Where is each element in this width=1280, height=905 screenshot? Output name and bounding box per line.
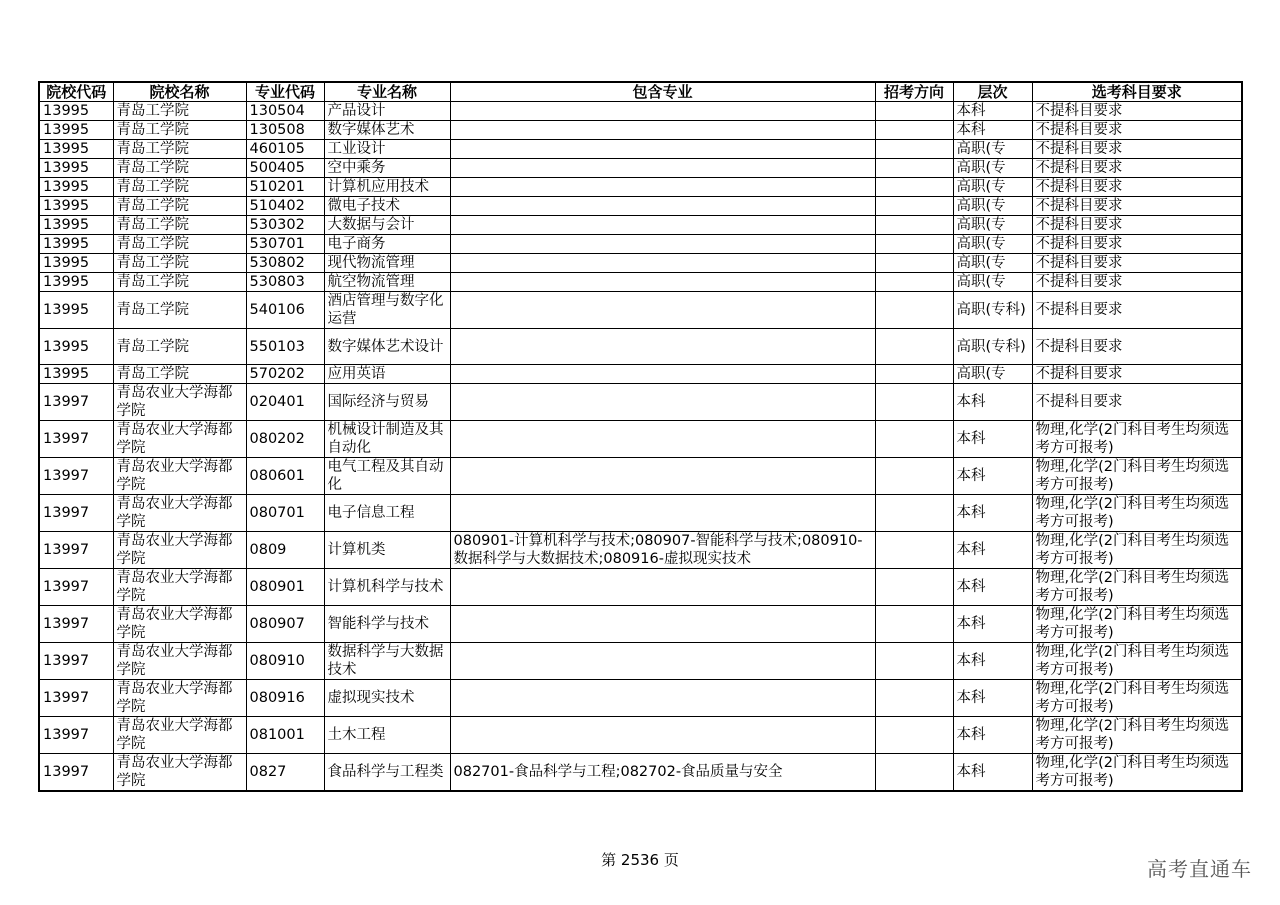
cell-included-majors <box>450 365 875 384</box>
cell-subject-requirement: 不提科目要求 <box>1032 178 1242 197</box>
cell-major-code: 0809 <box>246 532 324 569</box>
cell-major-name: 虚拟现实技术 <box>324 680 450 717</box>
cell-level: 本科 <box>953 421 1032 458</box>
col-header-subject-requirement: 选考科目要求 <box>1032 82 1242 102</box>
cell-included-majors <box>450 292 875 329</box>
watermark: 高考直通车 <box>1147 857 1252 881</box>
cell-level: 本科 <box>953 495 1032 532</box>
table-row <box>39 329 1242 365</box>
cell-major-name: 航空物流管理 <box>324 273 450 292</box>
table-row <box>39 532 1242 569</box>
cell-school-name: 青岛农业大学海都学院 <box>113 569 246 606</box>
cell-major-name: 计算机类 <box>324 532 450 569</box>
cell-school-name: 青岛工学院 <box>113 159 246 178</box>
cell-direction <box>875 717 953 754</box>
cell-included-majors <box>450 197 875 216</box>
cell-school-code: 13997 <box>39 532 113 569</box>
table-header-row <box>39 82 1242 102</box>
table-row <box>39 216 1242 235</box>
table-row <box>39 140 1242 159</box>
cell-major-code: 080916 <box>246 680 324 717</box>
cell-subject-requirement: 不提科目要求 <box>1032 235 1242 254</box>
cell-major-code: 500405 <box>246 159 324 178</box>
cell-major-name: 现代物流管理 <box>324 254 450 273</box>
cell-direction <box>875 495 953 532</box>
cell-direction <box>875 680 953 717</box>
table-row <box>39 197 1242 216</box>
cell-direction <box>875 329 953 365</box>
cell-school-name: 青岛工学院 <box>113 273 246 292</box>
cell-included-majors: 082701-食品科学与工程;082702-食品质量与安全 <box>450 754 875 792</box>
cell-school-name: 青岛农业大学海都学院 <box>113 680 246 717</box>
cell-school-name: 青岛农业大学海都学院 <box>113 532 246 569</box>
cell-included-majors <box>450 273 875 292</box>
cell-major-code: 540106 <box>246 292 324 329</box>
table-row <box>39 754 1242 792</box>
cell-subject-requirement: 物理,化学(2门科目考生均须选考方可报考) <box>1032 606 1242 643</box>
table-row <box>39 273 1242 292</box>
cell-school-code: 13995 <box>39 235 113 254</box>
cell-direction <box>875 216 953 235</box>
cell-major-name: 工业设计 <box>324 140 450 159</box>
cell-school-name: 青岛农业大学海都学院 <box>113 643 246 680</box>
cell-direction <box>875 384 953 421</box>
cell-major-name: 酒店管理与数字化运营 <box>324 292 450 329</box>
cell-subject-requirement: 不提科目要求 <box>1032 121 1242 140</box>
table-row <box>39 102 1242 121</box>
table-row <box>39 365 1242 384</box>
cell-school-code: 13997 <box>39 680 113 717</box>
cell-subject-requirement: 物理,化学(2门科目考生均须选考方可报考) <box>1032 458 1242 495</box>
cell-school-code: 13995 <box>39 140 113 159</box>
cell-level: 高职(专 <box>953 235 1032 254</box>
cell-subject-requirement: 不提科目要求 <box>1032 329 1242 365</box>
cell-direction <box>875 159 953 178</box>
cell-included-majors <box>450 329 875 365</box>
cell-school-name: 青岛农业大学海都学院 <box>113 606 246 643</box>
cell-level: 本科 <box>953 121 1032 140</box>
cell-school-code: 13995 <box>39 159 113 178</box>
cell-major-code: 080901 <box>246 569 324 606</box>
cell-level: 高职(专 <box>953 216 1032 235</box>
cell-major-code: 530701 <box>246 235 324 254</box>
cell-school-code: 13997 <box>39 421 113 458</box>
cell-subject-requirement: 不提科目要求 <box>1032 159 1242 178</box>
cell-level: 高职(专 <box>953 159 1032 178</box>
cell-level: 高职(专 <box>953 197 1032 216</box>
col-header-school-code: 院校代码 <box>39 82 113 102</box>
cell-school-name: 青岛农业大学海都学院 <box>113 421 246 458</box>
cell-school-code: 13995 <box>39 273 113 292</box>
col-header-major-code: 专业代码 <box>246 82 324 102</box>
cell-school-code: 13995 <box>39 102 113 121</box>
cell-included-majors <box>450 421 875 458</box>
cell-major-name: 电子商务 <box>324 235 450 254</box>
cell-major-name: 土木工程 <box>324 717 450 754</box>
cell-direction <box>875 121 953 140</box>
cell-direction <box>875 458 953 495</box>
cell-school-name: 青岛农业大学海都学院 <box>113 495 246 532</box>
cell-direction <box>875 102 953 121</box>
cell-major-name: 智能科学与技术 <box>324 606 450 643</box>
cell-major-name: 数字媒体艺术设计 <box>324 329 450 365</box>
cell-included-majors: 080901-计算机科学与技术;080907-智能科学与技术;080910-数据科学与大数据技术;080916-虚拟现实技术 <box>450 532 875 569</box>
cell-school-name: 青岛工学院 <box>113 197 246 216</box>
cell-major-code: 081001 <box>246 717 324 754</box>
cell-major-name: 机械设计制造及其自动化 <box>324 421 450 458</box>
cell-level: 本科 <box>953 532 1032 569</box>
cell-subject-requirement: 不提科目要求 <box>1032 254 1242 273</box>
cell-school-name: 青岛工学院 <box>113 235 246 254</box>
cell-major-code: 0827 <box>246 754 324 792</box>
cell-major-name: 食品科学与工程类 <box>324 754 450 792</box>
cell-included-majors <box>450 680 875 717</box>
cell-school-code: 13997 <box>39 717 113 754</box>
cell-level: 本科 <box>953 754 1032 792</box>
cell-subject-requirement: 物理,化学(2门科目考生均须选考方可报考) <box>1032 495 1242 532</box>
cell-school-code: 13997 <box>39 384 113 421</box>
admissions-table <box>38 81 1243 792</box>
cell-included-majors <box>450 606 875 643</box>
cell-major-code: 530302 <box>246 216 324 235</box>
cell-level: 高职(专科) <box>953 329 1032 365</box>
table-row <box>39 292 1242 329</box>
cell-level: 本科 <box>953 458 1032 495</box>
cell-school-code: 13995 <box>39 254 113 273</box>
cell-direction <box>875 178 953 197</box>
cell-level: 高职(专 <box>953 178 1032 197</box>
cell-subject-requirement: 不提科目要求 <box>1032 102 1242 121</box>
cell-school-code: 13997 <box>39 458 113 495</box>
cell-major-name: 微电子技术 <box>324 197 450 216</box>
cell-level: 本科 <box>953 384 1032 421</box>
cell-included-majors <box>450 178 875 197</box>
cell-direction <box>875 140 953 159</box>
cell-school-code: 13995 <box>39 292 113 329</box>
table-row <box>39 254 1242 273</box>
cell-subject-requirement: 物理,化学(2门科目考生均须选考方可报考) <box>1032 532 1242 569</box>
cell-direction <box>875 754 953 792</box>
cell-direction <box>875 235 953 254</box>
cell-school-code: 13997 <box>39 495 113 532</box>
cell-major-name: 数字媒体艺术 <box>324 121 450 140</box>
cell-level: 高职(专 <box>953 140 1032 159</box>
cell-major-name: 大数据与会计 <box>324 216 450 235</box>
cell-direction <box>875 197 953 216</box>
cell-subject-requirement: 物理,化学(2门科目考生均须选考方可报考) <box>1032 754 1242 792</box>
cell-major-code: 080910 <box>246 643 324 680</box>
cell-subject-requirement: 物理,化学(2门科目考生均须选考方可报考) <box>1032 717 1242 754</box>
table-row <box>39 121 1242 140</box>
cell-major-code: 510402 <box>246 197 324 216</box>
cell-level: 本科 <box>953 717 1032 754</box>
cell-subject-requirement: 不提科目要求 <box>1032 384 1242 421</box>
cell-direction <box>875 273 953 292</box>
table-row <box>39 384 1242 421</box>
cell-direction <box>875 365 953 384</box>
col-header-level: 层次 <box>953 82 1032 102</box>
cell-school-name: 青岛工学院 <box>113 254 246 273</box>
cell-direction <box>875 292 953 329</box>
col-header-school-name: 院校名称 <box>113 82 246 102</box>
cell-major-code: 570202 <box>246 365 324 384</box>
cell-school-name: 青岛工学院 <box>113 329 246 365</box>
cell-direction <box>875 532 953 569</box>
cell-subject-requirement: 物理,化学(2门科目考生均须选考方可报考) <box>1032 680 1242 717</box>
table-row <box>39 606 1242 643</box>
cell-major-name: 应用英语 <box>324 365 450 384</box>
col-header-direction: 招考方向 <box>875 82 953 102</box>
cell-school-code: 13995 <box>39 121 113 140</box>
cell-school-name: 青岛工学院 <box>113 292 246 329</box>
table-row <box>39 421 1242 458</box>
cell-subject-requirement: 不提科目要求 <box>1032 273 1242 292</box>
table-body <box>39 102 1242 792</box>
cell-major-code: 130504 <box>246 102 324 121</box>
cell-included-majors <box>450 235 875 254</box>
table-row <box>39 235 1242 254</box>
cell-school-code: 13995 <box>39 329 113 365</box>
cell-major-code: 080701 <box>246 495 324 532</box>
cell-subject-requirement: 物理,化学(2门科目考生均须选考方可报考) <box>1032 421 1242 458</box>
cell-major-code: 530803 <box>246 273 324 292</box>
cell-direction <box>875 254 953 273</box>
cell-included-majors <box>450 216 875 235</box>
cell-level: 高职(专 <box>953 254 1032 273</box>
cell-school-code: 13997 <box>39 606 113 643</box>
cell-level: 高职(专科) <box>953 292 1032 329</box>
table-row <box>39 643 1242 680</box>
cell-included-majors <box>450 569 875 606</box>
table-row <box>39 178 1242 197</box>
cell-level: 高职(专 <box>953 273 1032 292</box>
cell-major-code: 550103 <box>246 329 324 365</box>
cell-included-majors <box>450 102 875 121</box>
col-header-included-majors: 包含专业 <box>450 82 875 102</box>
cell-school-name: 青岛工学院 <box>113 178 246 197</box>
table-row <box>39 495 1242 532</box>
cell-major-name: 计算机科学与技术 <box>324 569 450 606</box>
cell-level: 本科 <box>953 643 1032 680</box>
cell-school-code: 13997 <box>39 569 113 606</box>
cell-direction <box>875 606 953 643</box>
cell-subject-requirement: 不提科目要求 <box>1032 292 1242 329</box>
cell-school-code: 13995 <box>39 178 113 197</box>
cell-school-name: 青岛农业大学海都学院 <box>113 458 246 495</box>
cell-major-code: 080907 <box>246 606 324 643</box>
cell-major-name: 计算机应用技术 <box>324 178 450 197</box>
cell-major-code: 460105 <box>246 140 324 159</box>
table-row <box>39 680 1242 717</box>
cell-school-name: 青岛农业大学海都学院 <box>113 717 246 754</box>
cell-school-code: 13995 <box>39 197 113 216</box>
cell-school-name: 青岛农业大学海都学院 <box>113 754 246 792</box>
cell-school-code: 13997 <box>39 754 113 792</box>
cell-school-name: 青岛工学院 <box>113 140 246 159</box>
cell-direction <box>875 643 953 680</box>
cell-included-majors <box>450 121 875 140</box>
cell-included-majors <box>450 140 875 159</box>
cell-level: 本科 <box>953 569 1032 606</box>
cell-major-code: 080202 <box>246 421 324 458</box>
cell-included-majors <box>450 254 875 273</box>
table-row <box>39 717 1242 754</box>
cell-major-name: 空中乘务 <box>324 159 450 178</box>
cell-school-name: 青岛工学院 <box>113 102 246 121</box>
cell-subject-requirement: 不提科目要求 <box>1032 365 1242 384</box>
cell-school-name: 青岛工学院 <box>113 216 246 235</box>
cell-level: 本科 <box>953 680 1032 717</box>
cell-subject-requirement: 不提科目要求 <box>1032 140 1242 159</box>
cell-major-code: 080601 <box>246 458 324 495</box>
cell-level: 本科 <box>953 606 1032 643</box>
cell-subject-requirement: 不提科目要求 <box>1032 216 1242 235</box>
cell-major-code: 020401 <box>246 384 324 421</box>
cell-included-majors <box>450 643 875 680</box>
cell-included-majors <box>450 717 875 754</box>
cell-major-name: 数据科学与大数据技术 <box>324 643 450 680</box>
cell-school-name: 青岛工学院 <box>113 121 246 140</box>
table-row <box>39 458 1242 495</box>
cell-school-code: 13995 <box>39 216 113 235</box>
table-row <box>39 159 1242 178</box>
cell-major-name: 电子信息工程 <box>324 495 450 532</box>
cell-included-majors <box>450 495 875 532</box>
cell-subject-requirement: 物理,化学(2门科目考生均须选考方可报考) <box>1032 569 1242 606</box>
cell-direction <box>875 421 953 458</box>
cell-included-majors <box>450 159 875 178</box>
cell-major-code: 530802 <box>246 254 324 273</box>
cell-subject-requirement: 物理,化学(2门科目考生均须选考方可报考) <box>1032 643 1242 680</box>
cell-included-majors <box>450 458 875 495</box>
page-number: 第 2536 页 <box>601 851 679 869</box>
cell-direction <box>875 569 953 606</box>
cell-major-name: 产品设计 <box>324 102 450 121</box>
cell-level: 高职(专 <box>953 365 1032 384</box>
cell-included-majors <box>450 384 875 421</box>
cell-major-name: 电气工程及其自动化 <box>324 458 450 495</box>
cell-level: 本科 <box>953 102 1032 121</box>
cell-subject-requirement: 不提科目要求 <box>1032 197 1242 216</box>
cell-major-code: 510201 <box>246 178 324 197</box>
cell-school-name: 青岛工学院 <box>113 365 246 384</box>
cell-major-code: 130508 <box>246 121 324 140</box>
cell-school-code: 13997 <box>39 643 113 680</box>
col-header-major-name: 专业名称 <box>324 82 450 102</box>
cell-school-code: 13995 <box>39 365 113 384</box>
cell-school-name: 青岛农业大学海都学院 <box>113 384 246 421</box>
table-row <box>39 569 1242 606</box>
cell-major-name: 国际经济与贸易 <box>324 384 450 421</box>
